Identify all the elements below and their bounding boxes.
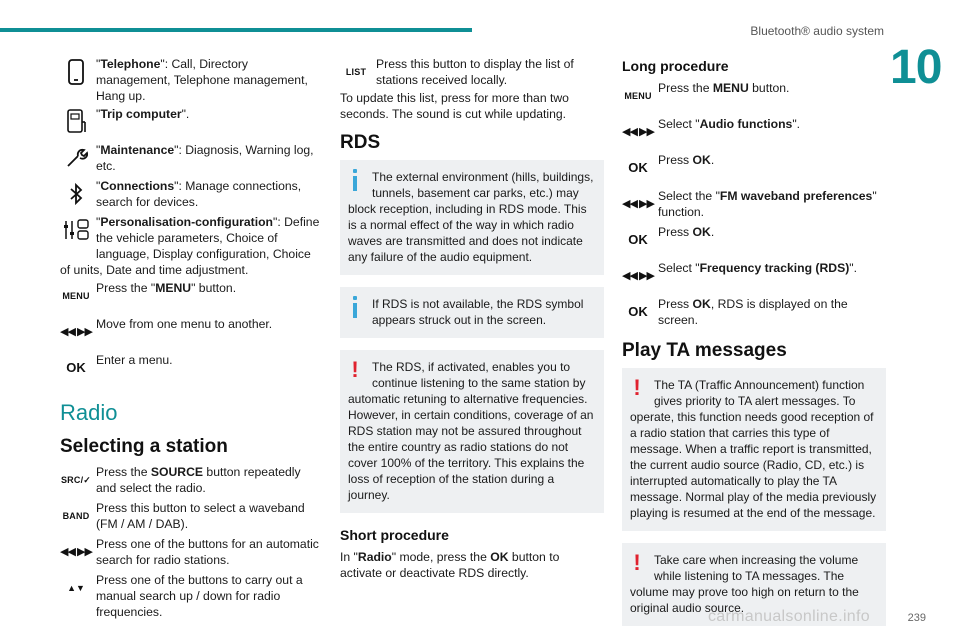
info-icon [348, 296, 362, 320]
menu-item-personalisation: "Personalisation-configuration": Define the vehicle parameters, Choice of language, Display configuration, Choice of units, Date and time adjustment. [60, 215, 320, 277]
seek-arrows-icon: ◀◀ ▶▶ [622, 126, 654, 138]
seek-arrows-icon: ◀◀ ▶▶ [60, 326, 92, 338]
column-3 [622, 56, 886, 638]
long-procedure-heading: Long procedure [622, 58, 729, 74]
phone-icon [60, 56, 92, 88]
short-procedure-heading: Short procedure [340, 527, 449, 543]
warning-note-rds: ! The RDS, if activated, enables you to continue listening to the same station by automatic retuning to alternative frequencies. However, in certain conditions, coverage of an RDS station may not be assured throughout the entire country as radio stations do not cover 100% of the territory. This explains the loss of reception of the station during a journey. [340, 350, 604, 513]
step-auto-search: ◀◀ ▶▶ Press one of the buttons for an automatic search for radio stations. [60, 537, 319, 567]
menu-item-telephone: "Telephone": Call, Directory management, Telephone management, Hang up. [60, 56, 322, 104]
warning-note-volume: ! Take care when increasing the volume while listening to TA messages. The volume may prove too high on return to the original audio source. [622, 543, 886, 626]
up-down-arrows-icon: ▲▼ [67, 582, 85, 593]
page-number: 239 [907, 612, 926, 624]
seek-arrows-icon: ◀◀ ▶▶ [622, 198, 654, 210]
warning-icon: ! [633, 550, 641, 575]
long-step-7: OK Press OK, RDS is displayed on the screen. [622, 296, 886, 330]
info-note-rds-symbol: If RDS is not available, the RDS symbol appears struck out in the screen. [340, 287, 604, 338]
column-1 [60, 56, 322, 622]
selecting-station-heading: Selecting a station [60, 436, 228, 457]
header-accent-bar [0, 28, 472, 32]
rds-heading: RDS [340, 132, 381, 153]
menu-item-maintenance: "Maintenance": Diagnosis, Warning log, etc. [60, 142, 322, 176]
menu-item-connections: "Connections": Manage connections, search for devices. [60, 178, 322, 212]
step-menu-button: MENU Press the "MENU" button. [60, 280, 322, 314]
long-step-1: MENU Press the MENU button. [622, 80, 886, 114]
watermark: carmanualsonline.info [708, 608, 870, 625]
short-procedure-text: In "Radio" mode, press the OK button to activate or deactivate RDS directly. [340, 550, 560, 580]
menu-button-icon: MENU [62, 291, 90, 301]
seek-arrows-icon: ◀◀ ▶▶ [622, 270, 654, 282]
list-button-icon: LIST [345, 67, 367, 77]
info-icon [348, 169, 362, 193]
long-step-4: ◀◀ ▶▶ Select the "FM waveband preferences" function. [622, 189, 877, 219]
long-step-5: OK Press OK. [622, 224, 886, 258]
long-step-3: OK Press OK. [622, 152, 886, 186]
radio-heading: Radio [60, 400, 118, 425]
ok-button-icon: OK [628, 232, 648, 247]
ok-button-icon: OK [66, 360, 86, 375]
source-button-icon: SRC/✓ [60, 475, 92, 485]
step-band: BAND Press this button to select a waveband (FM / AM / DAB). [60, 500, 322, 534]
bluetooth-icon [60, 178, 92, 210]
step-source: SRC/✓ Press the SOURCE button repeatedly and select the radio. [60, 465, 301, 495]
section-title: Bluetooth® audio system [750, 24, 884, 38]
trip-computer-icon [60, 106, 92, 138]
warning-icon: ! [633, 375, 641, 400]
warning-note-ta: ! The TA (Traffic Announcement) function gives priority to TA alert messages. To operate, this function needs good reception of a radio station that carries this type of message. When a traffic report is transmitted, the current audio source (Radio, CD, etc.) is interrupted automatically to play the TA message. Normal play of the media previously playing is resumed at the end of the message. [622, 368, 886, 531]
step-list: LIST Press this button to display the list of stations received locally. [340, 56, 604, 90]
list-update-text: To update this list, press for more than two seconds. The sound is cut while updating. [340, 91, 569, 121]
step-navigate-menu: ◀◀ ▶▶ Move from one menu to another. [60, 316, 322, 350]
column-2 [340, 56, 604, 587]
long-step-6: ◀◀ ▶▶ Select "Frequency tracking (RDS)". [622, 260, 886, 294]
long-step-2: ◀◀ ▶▶ Select "Audio functions". [622, 116, 886, 150]
warning-icon: ! [351, 357, 359, 382]
ok-button-icon: OK [628, 304, 648, 319]
info-note-reception: The external environment (hills, buildings, tunnels, basement car parks, etc.) may block reception, including in RDS mode. This is a normal effect of the way in which radio waves are transmitted and does not indicate any failure of the audio equipment. [340, 160, 604, 275]
chapter-number: 10 [890, 41, 942, 94]
personalisation-icon [60, 214, 92, 246]
ta-messages-heading: Play TA messages [622, 340, 787, 361]
seek-arrows-icon: ◀◀ ▶▶ [60, 546, 92, 558]
ok-button-icon: OK [628, 160, 648, 175]
wrench-icon [60, 142, 92, 174]
menu-button-icon: MENU [624, 91, 652, 101]
menu-item-trip-computer: "Trip computer". [60, 106, 322, 140]
step-enter-menu: OK Enter a menu. [60, 352, 322, 386]
band-button-icon: BAND [62, 511, 90, 521]
step-manual-search: ▲▼ Press one of the buttons to carry out a manual search up / down for radio frequencies. [60, 572, 322, 620]
